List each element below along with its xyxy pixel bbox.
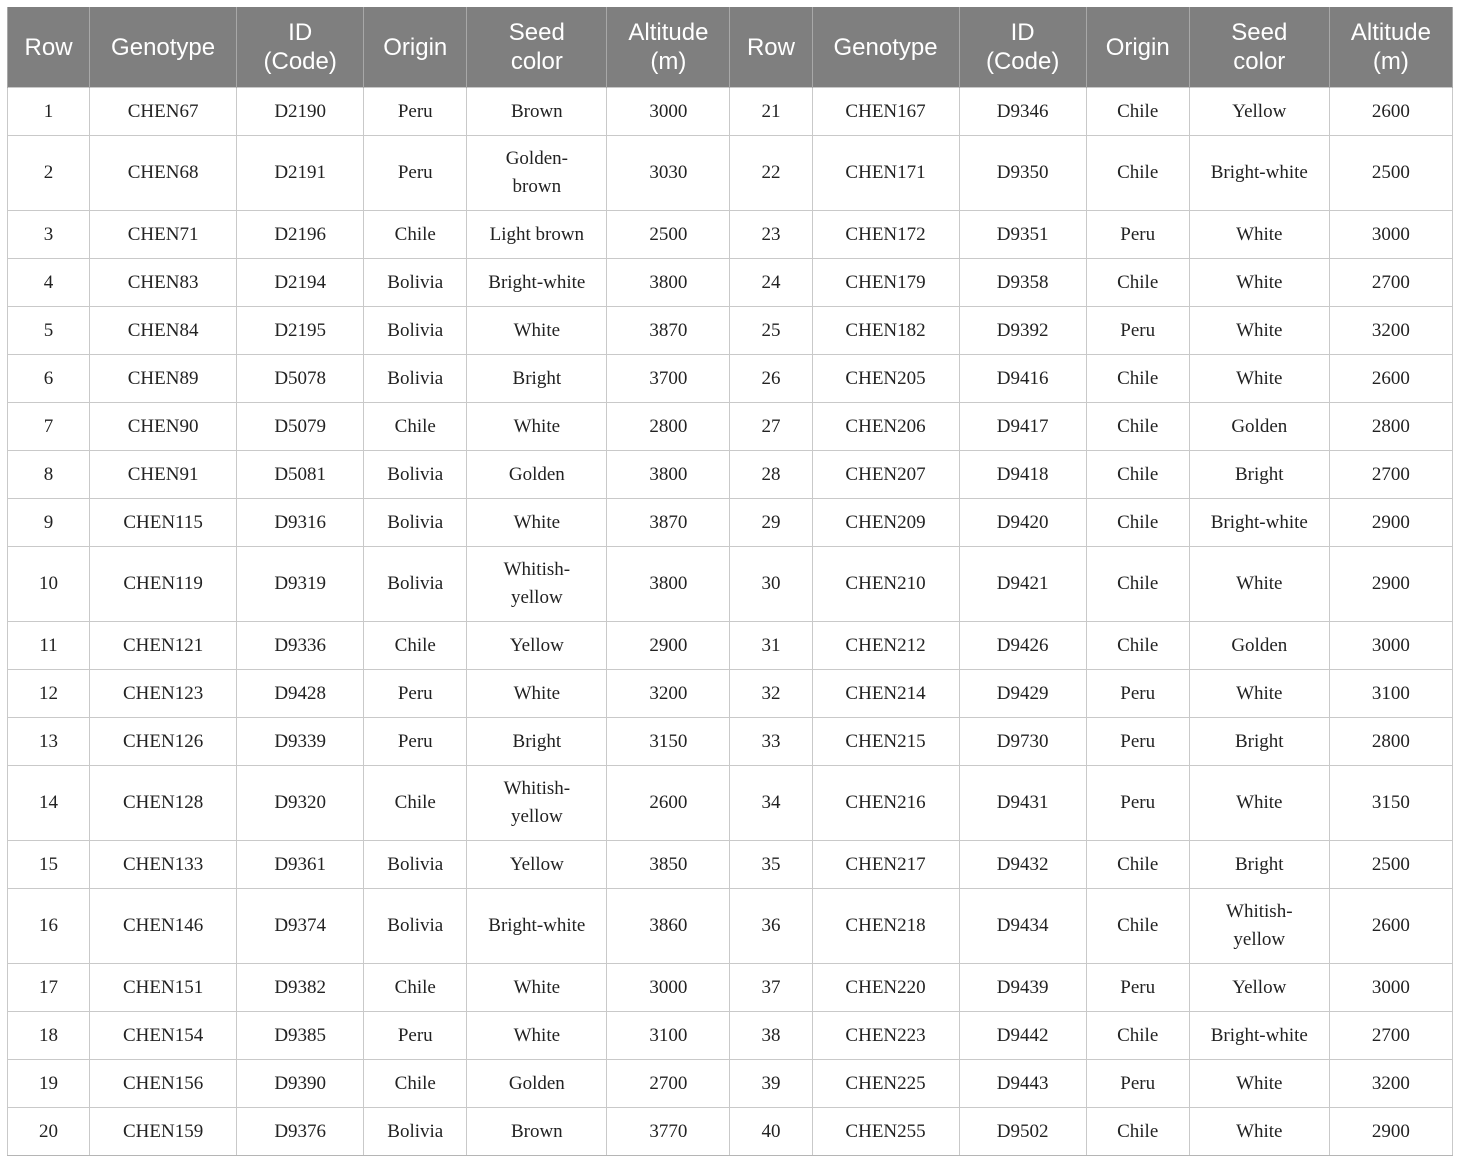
cell-right-row: 30: [730, 547, 812, 622]
cell-right-altitude: 3200: [1329, 307, 1452, 355]
cell-left-origin: Bolivia: [364, 499, 467, 547]
cell-left-origin: Chile: [364, 964, 467, 1012]
cell-right-genotype: CHEN214: [812, 670, 959, 718]
cell-left-seed-color: Yellow: [467, 622, 607, 670]
column-header-right-seed-color: Seed color: [1189, 7, 1329, 88]
cell-left-row: 12: [8, 670, 90, 718]
cell-left-genotype: CHEN84: [90, 307, 237, 355]
cell-left-seed-color: Light brown: [467, 211, 607, 259]
cell-left-altitude: 3860: [607, 889, 730, 964]
cell-right-id-code: D9421: [959, 547, 1086, 622]
cell-left-row: 9: [8, 499, 90, 547]
cell-left-genotype: CHEN151: [90, 964, 237, 1012]
cell-left-row: 15: [8, 841, 90, 889]
cell-left-id-code: D2191: [237, 136, 364, 211]
cell-right-seed-color: Bright: [1189, 718, 1329, 766]
cell-left-row: 7: [8, 403, 90, 451]
table-row: [8, 766, 1453, 841]
cell-right-origin: Chile: [1086, 889, 1189, 964]
cell-left-altitude: 3800: [607, 259, 730, 307]
cell-left-altitude: 3150: [607, 718, 730, 766]
cell-right-origin: Chile: [1086, 259, 1189, 307]
cell-left-row: 4: [8, 259, 90, 307]
table-row: [8, 622, 1453, 670]
table-row: [8, 259, 1453, 307]
cell-right-altitude: 2900: [1329, 499, 1452, 547]
cell-left-id-code: D2196: [237, 211, 364, 259]
cell-left-id-code: D5078: [237, 355, 364, 403]
cell-right-origin: Chile: [1086, 499, 1189, 547]
cell-left-origin: Peru: [364, 670, 467, 718]
cell-left-altitude: 3200: [607, 670, 730, 718]
table-row: [8, 403, 1453, 451]
cell-left-seed-color: Bright: [467, 355, 607, 403]
cell-right-id-code: D9431: [959, 766, 1086, 841]
cell-left-id-code: D2195: [237, 307, 364, 355]
cell-left-origin: Bolivia: [364, 259, 467, 307]
cell-left-row: 2: [8, 136, 90, 211]
cell-right-origin: Peru: [1086, 211, 1189, 259]
cell-right-seed-color: White: [1189, 670, 1329, 718]
cell-right-id-code: D9417: [959, 403, 1086, 451]
cell-right-origin: Chile: [1086, 403, 1189, 451]
cell-left-altitude: 3000: [607, 88, 730, 136]
cell-right-origin: Peru: [1086, 1060, 1189, 1108]
cell-right-row: 21: [730, 88, 812, 136]
cell-right-altitude: 2900: [1329, 1108, 1452, 1156]
cell-left-id-code: D9339: [237, 718, 364, 766]
cell-right-id-code: D9426: [959, 622, 1086, 670]
cell-left-id-code: D9382: [237, 964, 364, 1012]
cell-right-altitude: 3000: [1329, 964, 1452, 1012]
cell-right-id-code: D9392: [959, 307, 1086, 355]
cell-right-genotype: CHEN172: [812, 211, 959, 259]
cell-left-genotype: CHEN83: [90, 259, 237, 307]
cell-right-altitude: 2700: [1329, 259, 1452, 307]
cell-left-row: 1: [8, 88, 90, 136]
cell-right-row: 37: [730, 964, 812, 1012]
cell-right-seed-color: Golden: [1189, 622, 1329, 670]
cell-left-origin: Bolivia: [364, 547, 467, 622]
cell-left-id-code: D9336: [237, 622, 364, 670]
cell-left-origin: Peru: [364, 1012, 467, 1060]
cell-right-seed-color: Bright-white: [1189, 499, 1329, 547]
cell-right-genotype: CHEN255: [812, 1108, 959, 1156]
cell-right-genotype: CHEN225: [812, 1060, 959, 1108]
cell-right-altitude: 2500: [1329, 841, 1452, 889]
cell-left-id-code: D5079: [237, 403, 364, 451]
cell-right-altitude: 2600: [1329, 889, 1452, 964]
cell-left-altitude: 3870: [607, 307, 730, 355]
cell-left-seed-color: Golden- brown: [467, 136, 607, 211]
cell-left-genotype: CHEN119: [90, 547, 237, 622]
header-row: [8, 7, 1453, 88]
cell-left-origin: Bolivia: [364, 1108, 467, 1156]
cell-left-origin: Bolivia: [364, 889, 467, 964]
table-row: [8, 136, 1453, 211]
cell-right-genotype: CHEN212: [812, 622, 959, 670]
cell-left-row: 16: [8, 889, 90, 964]
cell-right-seed-color: White: [1189, 211, 1329, 259]
cell-left-id-code: D9374: [237, 889, 364, 964]
cell-left-id-code: D9376: [237, 1108, 364, 1156]
cell-right-altitude: 3000: [1329, 622, 1452, 670]
cell-left-genotype: CHEN91: [90, 451, 237, 499]
cell-right-origin: Chile: [1086, 451, 1189, 499]
table-row: [8, 451, 1453, 499]
cell-right-altitude: 2900: [1329, 547, 1452, 622]
cell-left-seed-color: White: [467, 307, 607, 355]
cell-right-genotype: CHEN206: [812, 403, 959, 451]
table-row: [8, 889, 1453, 964]
cell-left-seed-color: White: [467, 403, 607, 451]
cell-left-genotype: CHEN156: [90, 1060, 237, 1108]
cell-right-row: 36: [730, 889, 812, 964]
cell-left-row: 17: [8, 964, 90, 1012]
cell-right-seed-color: White: [1189, 355, 1329, 403]
cell-right-row: 29: [730, 499, 812, 547]
cell-left-genotype: CHEN121: [90, 622, 237, 670]
cell-left-row: 20: [8, 1108, 90, 1156]
cell-left-origin: Peru: [364, 88, 467, 136]
cell-right-id-code: D9730: [959, 718, 1086, 766]
cell-left-genotype: CHEN128: [90, 766, 237, 841]
table-row: [8, 718, 1453, 766]
cell-right-row: 24: [730, 259, 812, 307]
cell-right-id-code: D9429: [959, 670, 1086, 718]
cell-left-altitude: 3700: [607, 355, 730, 403]
cell-right-seed-color: Bright-white: [1189, 1012, 1329, 1060]
cell-right-origin: Peru: [1086, 307, 1189, 355]
cell-left-row: 3: [8, 211, 90, 259]
table-header: [8, 7, 1453, 88]
cell-right-origin: Peru: [1086, 670, 1189, 718]
cell-left-altitude: 2900: [607, 622, 730, 670]
cell-right-genotype: CHEN182: [812, 307, 959, 355]
cell-right-id-code: D9416: [959, 355, 1086, 403]
cell-left-seed-color: Whitish- yellow: [467, 547, 607, 622]
cell-right-origin: Peru: [1086, 766, 1189, 841]
column-header-right-id-code: ID (Code): [959, 7, 1086, 88]
cell-right-row: 34: [730, 766, 812, 841]
cell-left-id-code: D9390: [237, 1060, 364, 1108]
cell-right-id-code: D9358: [959, 259, 1086, 307]
cell-right-altitude: 2600: [1329, 88, 1452, 136]
cell-right-id-code: D9443: [959, 1060, 1086, 1108]
column-header-left-seed-color: Seed color: [467, 7, 607, 88]
cell-right-seed-color: White: [1189, 259, 1329, 307]
cell-right-row: 26: [730, 355, 812, 403]
cell-left-row: 6: [8, 355, 90, 403]
cell-left-seed-color: White: [467, 1012, 607, 1060]
cell-right-genotype: CHEN217: [812, 841, 959, 889]
cell-right-genotype: CHEN179: [812, 259, 959, 307]
cell-left-genotype: CHEN89: [90, 355, 237, 403]
cell-left-genotype: CHEN90: [90, 403, 237, 451]
cell-right-altitude: 3200: [1329, 1060, 1452, 1108]
cell-left-genotype: CHEN133: [90, 841, 237, 889]
table-row: [8, 964, 1453, 1012]
cell-left-altitude: 2600: [607, 766, 730, 841]
cell-left-altitude: 3030: [607, 136, 730, 211]
cell-left-id-code: D2194: [237, 259, 364, 307]
cell-right-row: 33: [730, 718, 812, 766]
data-table-wrapper: [7, 7, 1453, 1156]
cell-left-origin: Chile: [364, 211, 467, 259]
cell-left-origin: Peru: [364, 718, 467, 766]
cell-left-id-code: D5081: [237, 451, 364, 499]
table-row: [8, 1060, 1453, 1108]
cell-right-id-code: D9420: [959, 499, 1086, 547]
column-header-left-id-code: ID (Code): [237, 7, 364, 88]
cell-left-genotype: CHEN159: [90, 1108, 237, 1156]
cell-left-altitude: 2800: [607, 403, 730, 451]
cell-right-altitude: 3150: [1329, 766, 1452, 841]
cell-right-origin: Peru: [1086, 718, 1189, 766]
cell-right-seed-color: Bright-white: [1189, 136, 1329, 211]
cell-right-origin: Chile: [1086, 88, 1189, 136]
cell-right-row: 27: [730, 403, 812, 451]
cell-right-row: 38: [730, 1012, 812, 1060]
cell-right-row: 28: [730, 451, 812, 499]
table-row: [8, 841, 1453, 889]
cell-right-genotype: CHEN167: [812, 88, 959, 136]
cell-left-id-code: D9316: [237, 499, 364, 547]
cell-left-row: 18: [8, 1012, 90, 1060]
cell-right-genotype: CHEN210: [812, 547, 959, 622]
cell-left-id-code: D2190: [237, 88, 364, 136]
cell-left-seed-color: Golden: [467, 1060, 607, 1108]
cell-right-origin: Chile: [1086, 547, 1189, 622]
cell-right-row: 22: [730, 136, 812, 211]
cell-left-origin: Peru: [364, 136, 467, 211]
cell-left-origin: Bolivia: [364, 307, 467, 355]
cell-right-altitude: 2500: [1329, 136, 1452, 211]
cell-left-seed-color: Brown: [467, 88, 607, 136]
cell-right-id-code: D9502: [959, 1108, 1086, 1156]
column-header-left-genotype: Genotype: [90, 7, 237, 88]
cell-left-seed-color: Bright-white: [467, 889, 607, 964]
cell-left-origin: Chile: [364, 1060, 467, 1108]
cell-right-altitude: 2700: [1329, 451, 1452, 499]
cell-left-seed-color: White: [467, 499, 607, 547]
table-row: [8, 547, 1453, 622]
cell-left-id-code: D9320: [237, 766, 364, 841]
cell-right-genotype: CHEN171: [812, 136, 959, 211]
cell-left-row: 5: [8, 307, 90, 355]
table-body: [8, 88, 1453, 1156]
cell-right-altitude: 3000: [1329, 211, 1452, 259]
cell-right-row: 23: [730, 211, 812, 259]
cell-right-altitude: 3100: [1329, 670, 1452, 718]
cell-right-id-code: D9350: [959, 136, 1086, 211]
cell-left-origin: Chile: [364, 766, 467, 841]
cell-right-seed-color: White: [1189, 1060, 1329, 1108]
cell-left-altitude: 3870: [607, 499, 730, 547]
cell-left-origin: Bolivia: [364, 841, 467, 889]
cell-left-genotype: CHEN154: [90, 1012, 237, 1060]
cell-left-seed-color: White: [467, 964, 607, 1012]
cell-left-row: 11: [8, 622, 90, 670]
cell-right-genotype: CHEN209: [812, 499, 959, 547]
cell-right-seed-color: White: [1189, 766, 1329, 841]
cell-left-altitude: 2500: [607, 211, 730, 259]
cell-right-row: 35: [730, 841, 812, 889]
table-row: [8, 499, 1453, 547]
column-header-left-origin: Origin: [364, 7, 467, 88]
table-row: [8, 211, 1453, 259]
cell-right-genotype: CHEN216: [812, 766, 959, 841]
cell-right-origin: Chile: [1086, 841, 1189, 889]
table-row: [8, 355, 1453, 403]
cell-left-altitude: 3770: [607, 1108, 730, 1156]
cell-left-genotype: CHEN123: [90, 670, 237, 718]
table-row: [8, 1108, 1453, 1156]
cell-right-altitude: 2800: [1329, 718, 1452, 766]
cell-right-altitude: 2700: [1329, 1012, 1452, 1060]
column-header-left-altitude: Altitude (m): [607, 7, 730, 88]
cell-right-seed-color: White: [1189, 1108, 1329, 1156]
cell-right-row: 25: [730, 307, 812, 355]
cell-left-genotype: CHEN115: [90, 499, 237, 547]
cell-right-id-code: D9432: [959, 841, 1086, 889]
cell-right-id-code: D9418: [959, 451, 1086, 499]
cell-left-altitude: 3000: [607, 964, 730, 1012]
column-header-right-genotype: Genotype: [812, 7, 959, 88]
table-row: [8, 1012, 1453, 1060]
cell-right-genotype: CHEN205: [812, 355, 959, 403]
cell-left-row: 10: [8, 547, 90, 622]
cell-left-altitude: 3800: [607, 451, 730, 499]
cell-left-origin: Chile: [364, 622, 467, 670]
cell-right-id-code: D9442: [959, 1012, 1086, 1060]
cell-left-altitude: 3800: [607, 547, 730, 622]
cell-right-row: 32: [730, 670, 812, 718]
cell-right-origin: Chile: [1086, 355, 1189, 403]
cell-right-seed-color: Whitish- yellow: [1189, 889, 1329, 964]
cell-right-genotype: CHEN223: [812, 1012, 959, 1060]
cell-right-altitude: 2800: [1329, 403, 1452, 451]
cell-right-origin: Peru: [1086, 964, 1189, 1012]
cell-left-row: 13: [8, 718, 90, 766]
cell-left-genotype: CHEN126: [90, 718, 237, 766]
cell-right-seed-color: Yellow: [1189, 88, 1329, 136]
cell-right-row: 31: [730, 622, 812, 670]
cell-right-id-code: D9434: [959, 889, 1086, 964]
cell-right-seed-color: White: [1189, 307, 1329, 355]
cell-right-seed-color: Bright: [1189, 841, 1329, 889]
cell-right-origin: Chile: [1086, 1108, 1189, 1156]
cell-left-altitude: 3100: [607, 1012, 730, 1060]
cell-left-genotype: CHEN67: [90, 88, 237, 136]
cell-right-seed-color: Bright: [1189, 451, 1329, 499]
column-header-left-row: Row: [8, 7, 90, 88]
cell-right-id-code: D9351: [959, 211, 1086, 259]
cell-right-genotype: CHEN207: [812, 451, 959, 499]
cell-left-origin: Bolivia: [364, 451, 467, 499]
column-header-right-row: Row: [730, 7, 812, 88]
cell-left-altitude: 3850: [607, 841, 730, 889]
cell-left-seed-color: Brown: [467, 1108, 607, 1156]
cell-left-seed-color: Whitish- yellow: [467, 766, 607, 841]
column-header-right-altitude: Altitude (m): [1329, 7, 1452, 88]
cell-left-id-code: D9319: [237, 547, 364, 622]
column-header-right-origin: Origin: [1086, 7, 1189, 88]
cell-left-id-code: D9385: [237, 1012, 364, 1060]
cell-left-row: 8: [8, 451, 90, 499]
cell-right-origin: Chile: [1086, 622, 1189, 670]
cell-left-genotype: CHEN68: [90, 136, 237, 211]
cell-right-genotype: CHEN215: [812, 718, 959, 766]
cell-right-origin: Chile: [1086, 1012, 1189, 1060]
cell-left-row: 14: [8, 766, 90, 841]
cell-left-seed-color: White: [467, 670, 607, 718]
cell-left-origin: Chile: [364, 403, 467, 451]
cell-right-seed-color: White: [1189, 547, 1329, 622]
table-row: [8, 88, 1453, 136]
cell-left-id-code: D9428: [237, 670, 364, 718]
cell-right-altitude: 2600: [1329, 355, 1452, 403]
cell-right-seed-color: Yellow: [1189, 964, 1329, 1012]
cell-right-row: 39: [730, 1060, 812, 1108]
cell-right-genotype: CHEN218: [812, 889, 959, 964]
table-row: [8, 670, 1453, 718]
cell-left-genotype: CHEN146: [90, 889, 237, 964]
quinoa-genotype-table: [7, 7, 1453, 1156]
cell-right-seed-color: Golden: [1189, 403, 1329, 451]
cell-right-origin: Chile: [1086, 136, 1189, 211]
cell-left-seed-color: Bright-white: [467, 259, 607, 307]
table-row: [8, 307, 1453, 355]
cell-right-id-code: D9439: [959, 964, 1086, 1012]
cell-left-row: 19: [8, 1060, 90, 1108]
cell-left-altitude: 2700: [607, 1060, 730, 1108]
cell-left-seed-color: Golden: [467, 451, 607, 499]
cell-right-id-code: D9346: [959, 88, 1086, 136]
cell-right-genotype: CHEN220: [812, 964, 959, 1012]
cell-left-origin: Bolivia: [364, 355, 467, 403]
cell-right-row: 40: [730, 1108, 812, 1156]
cell-left-seed-color: Bright: [467, 718, 607, 766]
cell-left-genotype: CHEN71: [90, 211, 237, 259]
cell-left-seed-color: Yellow: [467, 841, 607, 889]
cell-left-id-code: D9361: [237, 841, 364, 889]
